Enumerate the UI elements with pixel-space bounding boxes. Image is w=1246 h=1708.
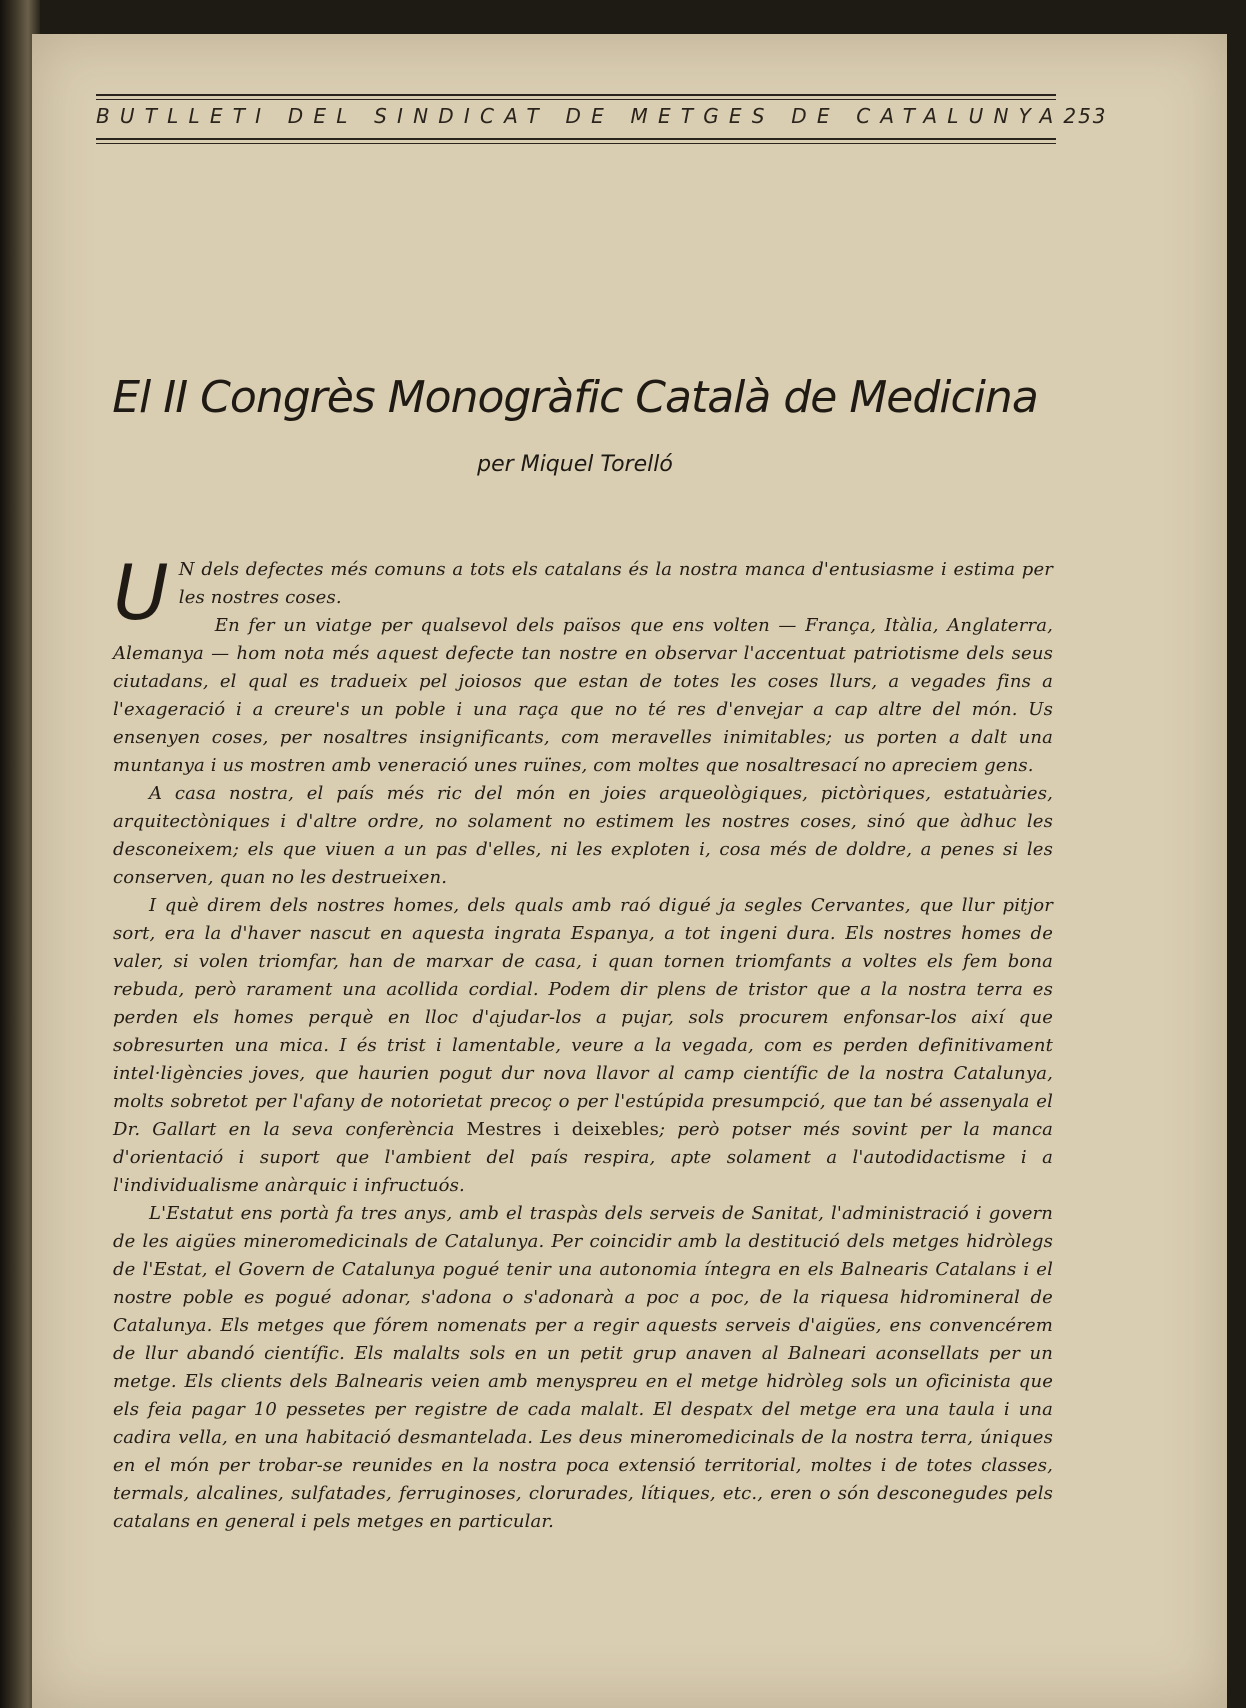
header-rule-bottom-thin bbox=[96, 143, 1056, 144]
paragraph-1: N dels defectes més comuns a tots els catalans és la nostra manca d'entusiasme i estima per les nostres coses. bbox=[178, 559, 1053, 608]
paragraph-3: A casa nostra, el país més ric del món en joies arqueològiques, pictòriques, estatuàries, arquitectòniques i d'altre ordre, no solament no estimem les nostres coses, sinó que àdhuc les desconeixem; els que viuen a un pas d'elles, ni les exploten i, cosa més de doldre, a penes si les conserven, quan no les destrueixen. bbox=[113, 783, 1053, 888]
article-title: El II Congrès Monogràfic Català de Medicina bbox=[112, 372, 1038, 423]
drop-cap: U bbox=[113, 548, 169, 637]
journal-running-head: BUTLLETI DEL SINDICAT DE METGES DE CATALUNYA bbox=[96, 104, 1064, 128]
paragraph-4-continuation: ; però potser més sovint per la manca d'orientació i suport que l'ambient del país respira, apte solament a l'autodidactisme i a l'individualisme anàrquic i infructuós. bbox=[113, 1119, 1053, 1196]
running-header bbox=[96, 94, 1108, 144]
paragraph-5: L'Estatut ens portà fa tres anys, amb el traspàs dels serveis de Sanitat, l'administració i govern de les aigües mineromedicinals de Catalunya. Per coincidir amb la destitució dels metges hidròlegs de l'Estat, el Govern de Catalunya pogué tenir una autonomia íntegra en els Balnearis Catalans i el nostre poble es pogué adonar, s'adona o s'adonarà a poc a poc, de la riquesa hidromineral de Catalunya. Els metges que fórem nomenats per a regir aquests serveis d'aigües, ens convencérem de llur abandó científic. Els malalts sols en un petit grup anaven al Balneari aconsellats per un metge. Els clients dels Balnearis veien amb menyspreu en el metge hidròleg sols un oficinista que els feia pagar 10 pessetes per registre de cada malalt. El despatx del metge era una taula i una cadira vella, en una habitació desmantelada. Les deus mineromedicinals de la nostra terra, úniques en el món per trobar-se reunides en la nostra poca extensió territorial, moltes i de totes classes, termals, alcalines, sulfatades, ferruginoses, clorurades, lítiques, etc., eren o són desconegudes pels catalans en general i pels metges en particular. bbox=[113, 1203, 1053, 1532]
paragraph-4 bbox=[113, 892, 1053, 1200]
page-number: 253 bbox=[1063, 104, 1108, 128]
paragraph-4-text: I què direm dels nostres homes, dels quals amb raó digué ja segles Cervantes, que llur pitjor sort, era la d'haver nascut en aquesta ingrata Espanya, a tot ingeni dura. Els nostres homes de valer, si volen triomfar, han de marxar de casa, i quan tornen triomfants a voltes els fem bona rebuda, però rarament una acollida cordial. Podem dir plens de tristor que a la nostra terra es perden els homes perquè en lloc d'ajudar-los a pujar, sols procurem enfonsar-los així que sobresurten una mica. I és trist i lamentable, veure a la vegada, com es perden definitivament intel·ligències joves, que haurien pogut dur nova llavor al camp científic de la nostra Catalunya, molts sobretot per l'afany de notorietat precoç o per l'estúpida presumpció, que tan bé assenyala el Dr. Gallart en la seva conferència bbox=[113, 895, 1053, 1140]
header-rule-top bbox=[96, 94, 1056, 96]
article-byline: per Miquel Torelló bbox=[477, 452, 673, 477]
conference-title: Mestres i deixebles bbox=[466, 1119, 659, 1140]
paragraph-2: En fer un viatge per qualsevol dels països que ens volten — França, Itàlia, Anglaterra, Alemanya — hom nota més aquest defecte tan nostre en observar l'accentuat patriotisme dels seus ciutadans, el qual es tradueix pel joiosos que estan de totes les coses llurs, a vegades fins a l'exageració i a creure's un poble i una raça que no té res d'envejar a cap altre del món. Us ensenyen coses, per nosaltres insignificants, com meravelles inimitables; us porten a dalt una muntanya i us mostren amb veneració unes ruïnes, com moltes que nosaltresací no apreciem gens. bbox=[113, 615, 1053, 776]
article-body bbox=[113, 548, 1053, 1536]
header-rule-bottom bbox=[96, 138, 1056, 140]
header-line bbox=[96, 100, 1108, 138]
